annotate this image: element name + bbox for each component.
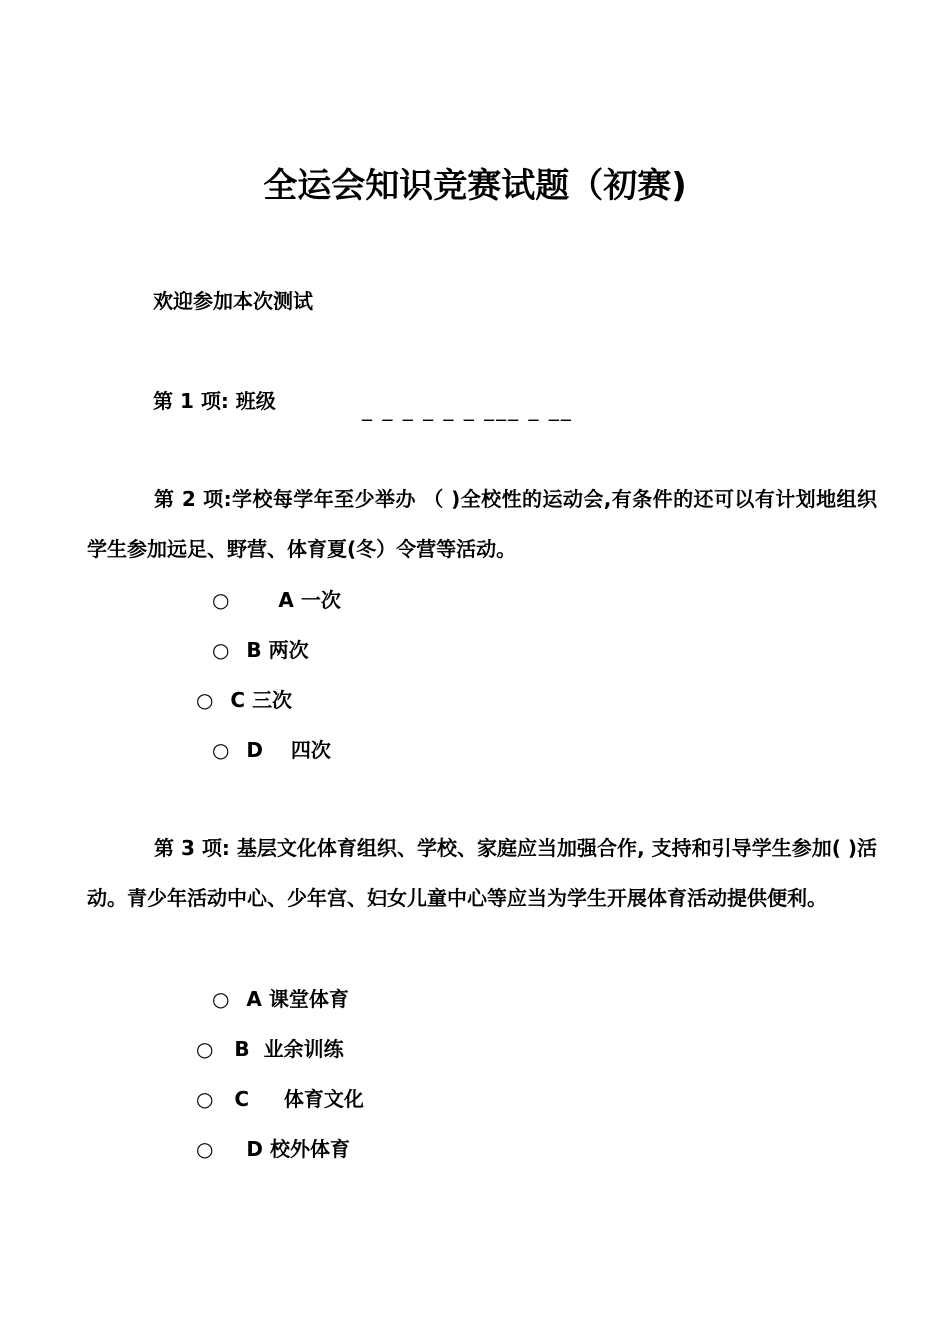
radio-circle-icon[interactable]: ○ — [212, 987, 230, 1011]
page-title: 全运会知识竞赛试题（初赛) — [263, 166, 687, 206]
class-blank-field[interactable]: _ _ _ _ _ _ ___ _ __ — [362, 397, 573, 421]
radio-circle-icon[interactable]: ○ — [196, 1087, 214, 1111]
q2-option-c[interactable] — [196, 684, 292, 713]
radio-circle-icon[interactable]: ○ — [212, 738, 230, 762]
radio-circle-icon[interactable]: ○ — [196, 1037, 214, 1061]
option-label: C 三次 — [230, 688, 293, 712]
q3-option-c[interactable] — [196, 1083, 364, 1112]
option-label: D 四次 — [246, 738, 331, 762]
q2-option-d[interactable] — [212, 734, 331, 763]
option-label: A 课堂体育 — [246, 987, 349, 1011]
option-label: C 体育文化 — [234, 1087, 364, 1111]
radio-circle-icon[interactable]: ○ — [196, 1137, 214, 1161]
question-1-label: 第 1 项: 班级 — [153, 389, 276, 413]
welcome-text: 欢迎参加本次测试 — [153, 289, 313, 313]
question-3-text: 第 3 项: 基层文化体育组织、学校、家庭应当加强合作, 支持和引导学生参加( )活动。青少年活动中心、少年宫、妇女儿童中心等应当为学生开展体育活动提供便利。 — [87, 836, 877, 910]
option-label: B 业余训练 — [234, 1037, 344, 1061]
option-label: A 一次 — [278, 588, 341, 612]
option-label: B 两次 — [246, 638, 309, 662]
option-label: D 校外体育 — [246, 1137, 350, 1161]
q2-option-b[interactable] — [212, 634, 309, 663]
q3-option-b[interactable] — [196, 1033, 344, 1062]
q2-option-a[interactable] — [212, 584, 341, 613]
question-2-text: 第 2 项:学校每学年至少举办 （ )全校性的运动会,有条件的还可以有计划地组织学生参加远足、野营、体育夏(冬）令营等活动。 — [87, 487, 877, 561]
radio-circle-icon[interactable]: ○ — [212, 638, 230, 662]
q3-option-a[interactable] — [212, 983, 349, 1012]
radio-circle-icon[interactable]: ○ — [196, 688, 214, 712]
q3-option-d[interactable] — [196, 1133, 350, 1162]
radio-circle-icon[interactable]: ○ — [212, 588, 230, 612]
